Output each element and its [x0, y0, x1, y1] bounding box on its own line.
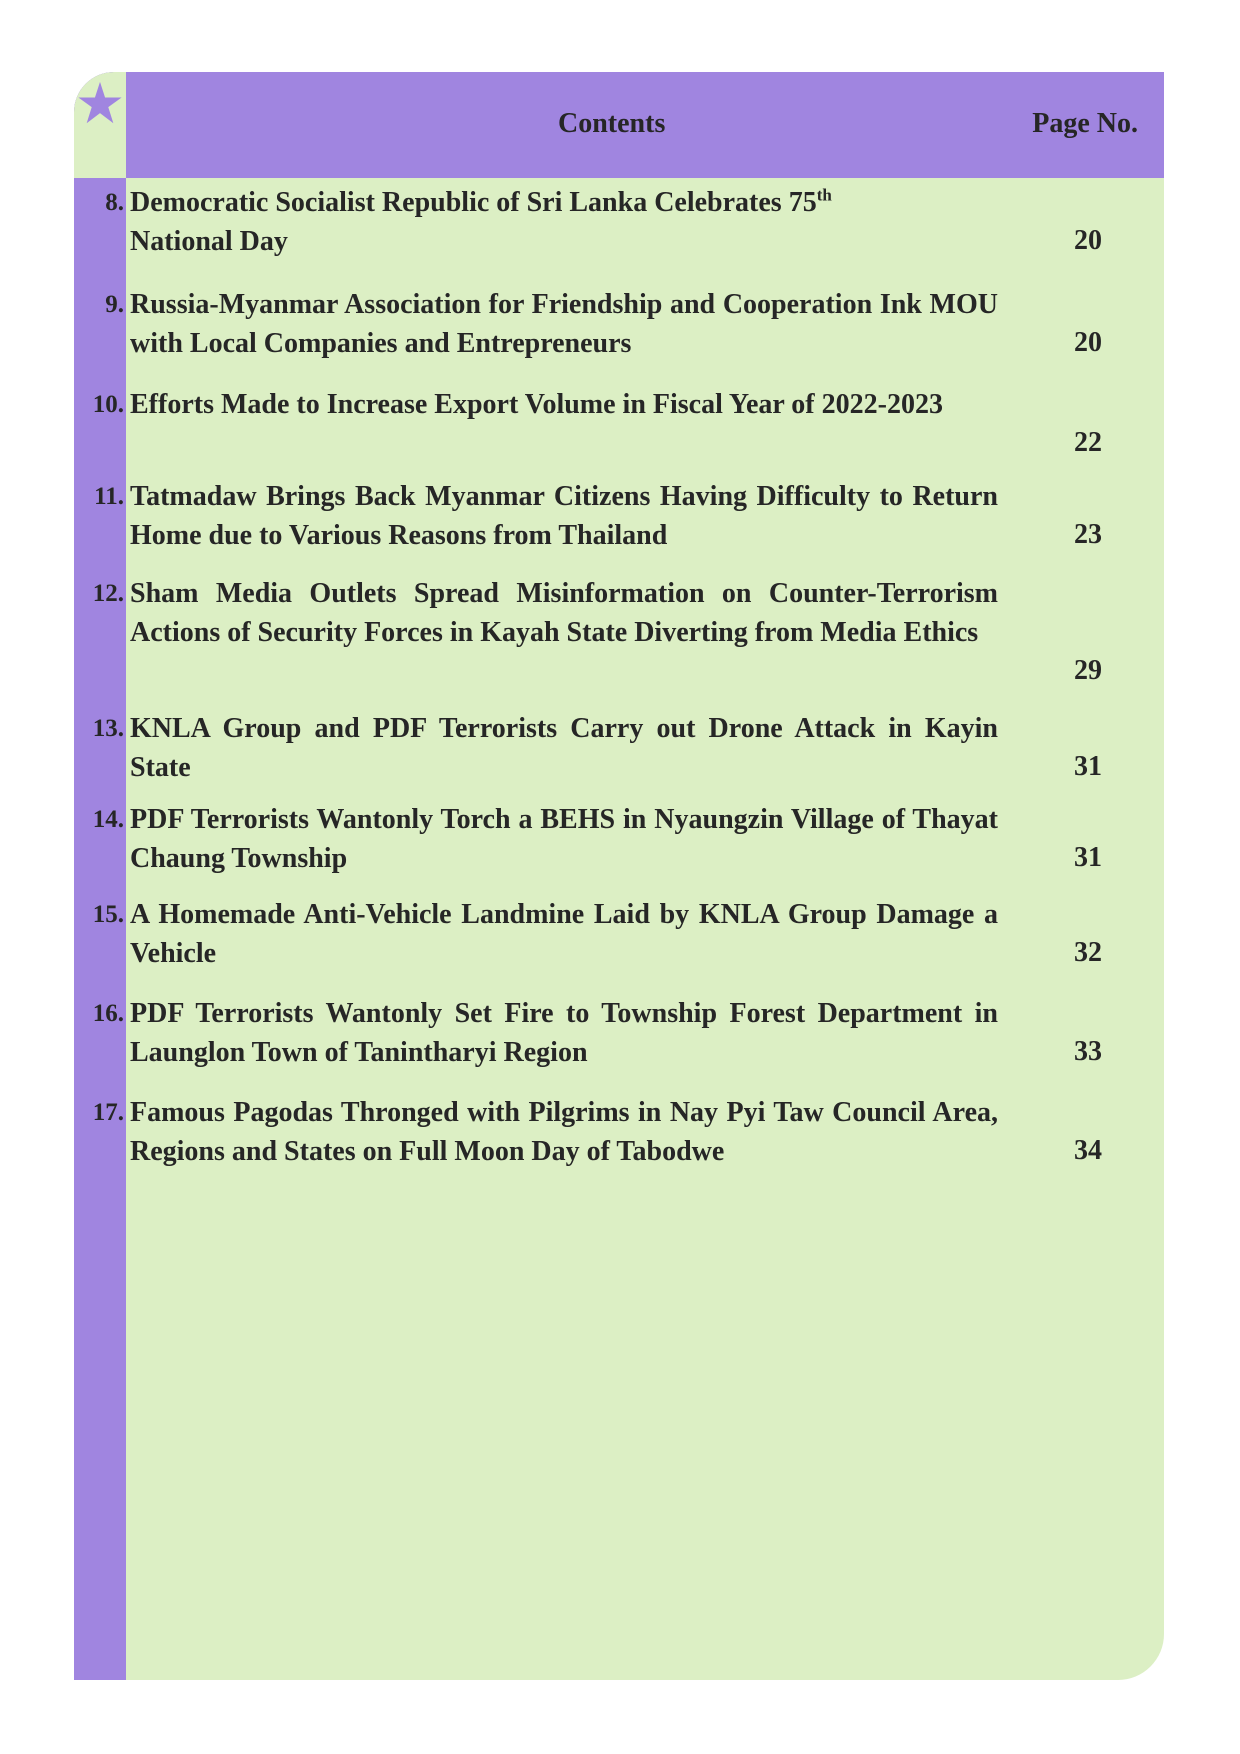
page-number-heading: Page No.: [1032, 108, 1138, 139]
entry-number: 12.: [92, 580, 124, 607]
entry-page-number: 20: [1074, 225, 1102, 256]
entry-title-superscript: th: [816, 185, 832, 205]
entry-number: 16.: [92, 1000, 124, 1027]
entry-title: PDF Terrorists Wantonly Torch a BEHS in Nyaungzin Village of Thayat Chaung Township: [130, 804, 998, 874]
entry-page-number: 33: [1074, 1036, 1102, 1067]
entry-number: 11.: [94, 483, 124, 510]
corner-cell: [74, 72, 126, 178]
entry-number: 17.: [92, 1099, 124, 1126]
entry-page-number: 29: [1074, 655, 1102, 686]
entry-title-end: National Day: [130, 225, 288, 257]
entry-title: Efforts Made to Increase Export Volume in Fiscal Year of 2022-2023: [130, 389, 943, 420]
contents-heading: Contents: [558, 108, 666, 139]
entry-page-number: 20: [1074, 327, 1102, 358]
entry-page-number: 32: [1074, 937, 1102, 968]
entry-number: 8.: [105, 189, 124, 216]
entry-page-number: 22: [1074, 427, 1102, 458]
entry-number: 13.: [92, 715, 124, 742]
entry-number: 14.: [92, 806, 124, 833]
entry-title: Famous Pagodas Thronged with Pilgrims in Nay Pyi Taw Council Area, Regions and States on Full Moon Day of Tabodwe: [130, 1097, 998, 1167]
entry-title-main: Democratic Socialist Republic of Sri Lanka Celebrates 75: [130, 187, 817, 218]
entry-page-number: 31: [1074, 842, 1102, 873]
entry-number: 15.: [92, 901, 124, 928]
entry-page-number: 34: [1074, 1135, 1102, 1166]
entry-page-number: 23: [1074, 519, 1102, 550]
entry-title: [130, 184, 998, 261]
entry-title: PDF Terrorists Wantonly Set Fire to Township Forest Department in Launglon Town of Tanintharyi Region: [130, 998, 998, 1068]
entry-title: KNLA Group and PDF Terrorists Carry out Drone Attack in Kayin State: [130, 713, 998, 783]
entry-number: 10.: [92, 391, 124, 418]
star-icon: [77, 80, 123, 126]
contents-panel: [74, 72, 1164, 1680]
entry-number: 9.: [105, 291, 124, 318]
entry-title: Russia-Myanmar Association for Friendship and Cooperation Ink MOU with Local Companies and Entrepreneurs: [130, 289, 998, 359]
entry-title: Tatmadaw Brings Back Myanmar Citizens Having Difficulty to Return Home due to Various Reasons from Thailand: [130, 481, 998, 551]
entry-title: A Homemade Anti-Vehicle Landmine Laid by KNLA Group Damage a Vehicle: [130, 899, 998, 969]
entry-title: Sham Media Outlets Spread Misinformation on Counter-Terrorism Actions of Security Forces in Kayah State Diverting from Media Ethics: [130, 578, 998, 648]
entry-page-number: 31: [1074, 751, 1102, 782]
header-band: [126, 72, 1164, 178]
